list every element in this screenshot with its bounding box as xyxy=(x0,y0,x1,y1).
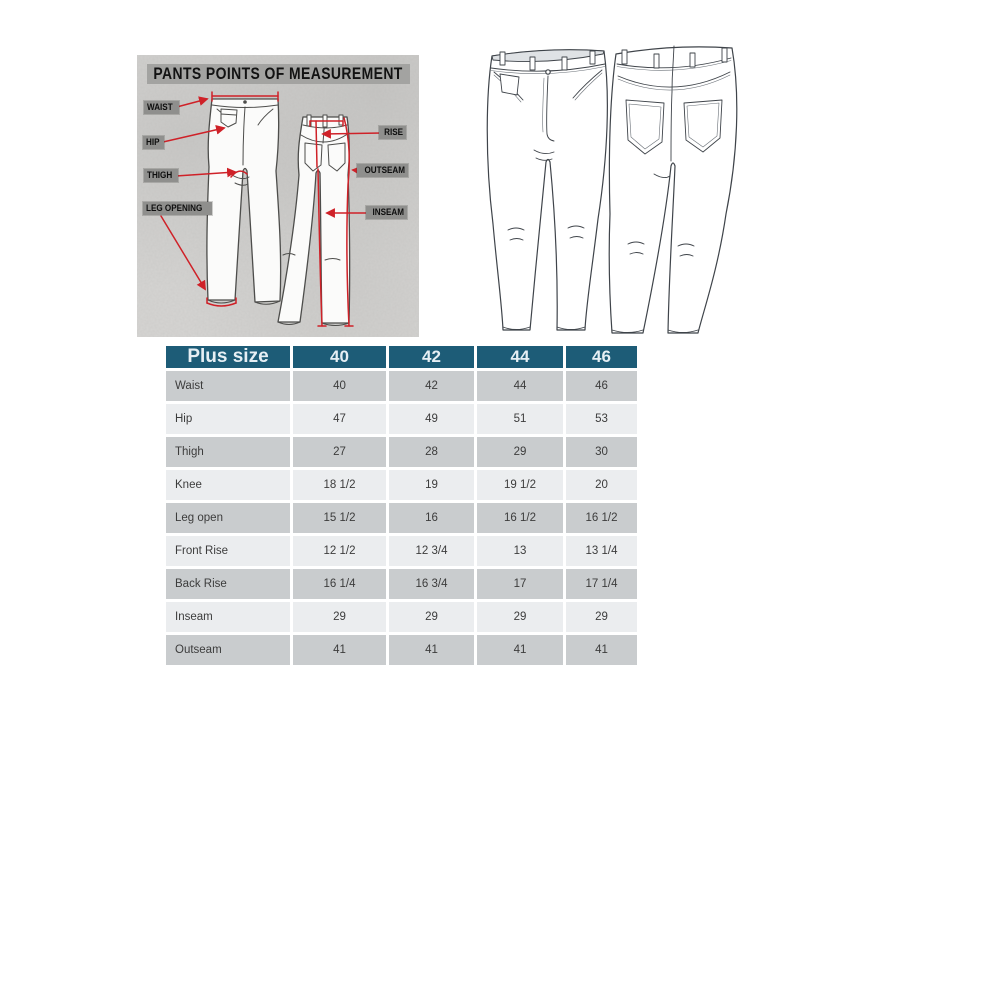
value-cell: 19 1/2 xyxy=(476,469,565,502)
value-cell: 16 1/4 xyxy=(292,568,388,601)
value-cell: 30 xyxy=(565,436,639,469)
value-cell: 15 1/2 xyxy=(292,502,388,535)
table-row-hip xyxy=(165,403,639,436)
size-col-header-42: 42 xyxy=(388,345,476,370)
value-cell: 51 xyxy=(476,403,565,436)
thigh-label-chip: THIGH xyxy=(144,169,178,182)
row-label: Thigh xyxy=(165,436,292,469)
value-cell: 29 xyxy=(476,436,565,469)
table-row-leg-open xyxy=(165,502,639,535)
value-cell: 40 xyxy=(292,370,388,403)
table-corner-header: Plus size xyxy=(165,345,292,370)
jeans-front-technical-flat xyxy=(487,50,607,330)
waist-label-chip: WAIST xyxy=(144,101,179,114)
size-col-header-40: 40 xyxy=(292,345,388,370)
value-cell: 29 xyxy=(476,601,565,634)
row-label: Leg open xyxy=(165,502,292,535)
leg-opening-label-chip: LEG OPENING xyxy=(143,202,212,215)
diagram-art xyxy=(137,55,419,337)
value-cell: 41 xyxy=(476,634,565,667)
value-cell: 17 xyxy=(476,568,565,601)
table-row-front-rise xyxy=(165,535,639,568)
measurement-diagram xyxy=(137,55,419,337)
value-cell: 13 1/4 xyxy=(565,535,639,568)
value-cell: 17 1/4 xyxy=(565,568,639,601)
value-cell: 18 1/2 xyxy=(292,469,388,502)
table-row-back-rise xyxy=(165,568,639,601)
value-cell: 29 xyxy=(388,601,476,634)
size-col-header-44: 44 xyxy=(476,345,565,370)
value-cell: 16 1/2 xyxy=(476,502,565,535)
table-row-waist xyxy=(165,370,639,403)
row-label: Waist xyxy=(165,370,292,403)
value-cell: 42 xyxy=(388,370,476,403)
jeans-back-technical-flat xyxy=(609,46,737,333)
row-label: Front Rise xyxy=(165,535,292,568)
size-chart-table xyxy=(163,343,640,668)
row-label: Knee xyxy=(165,469,292,502)
table-row-outseam xyxy=(165,634,639,667)
value-cell: 46 xyxy=(565,370,639,403)
value-cell: 29 xyxy=(292,601,388,634)
pants-back-sketch xyxy=(278,115,350,326)
value-cell: 12 3/4 xyxy=(388,535,476,568)
row-label: Back Rise xyxy=(165,568,292,601)
value-cell: 12 1/2 xyxy=(292,535,388,568)
rise-label-chip: RISE xyxy=(379,126,406,139)
value-cell: 41 xyxy=(292,634,388,667)
value-cell: 49 xyxy=(388,403,476,436)
value-cell: 53 xyxy=(565,403,639,436)
value-cell: 19 xyxy=(388,469,476,502)
inseam-label-chip: INSEAM xyxy=(366,206,407,219)
diagram-title-text: PANTS POINTS OF MEASUREMENT xyxy=(153,64,404,83)
value-cell: 41 xyxy=(388,634,476,667)
row-label: Outseam xyxy=(165,634,292,667)
value-cell: 28 xyxy=(388,436,476,469)
value-cell: 16 3/4 xyxy=(388,568,476,601)
value-cell: 41 xyxy=(565,634,639,667)
value-cell: 16 1/2 xyxy=(565,502,639,535)
value-cell: 44 xyxy=(476,370,565,403)
size-col-header-46: 46 xyxy=(565,345,639,370)
value-cell: 20 xyxy=(565,469,639,502)
row-label: Hip xyxy=(165,403,292,436)
table-row-inseam xyxy=(165,601,639,634)
value-cell: 13 xyxy=(476,535,565,568)
table-header-row xyxy=(165,345,639,370)
value-cell: 47 xyxy=(292,403,388,436)
diagram-title xyxy=(147,64,410,84)
hip-label-chip: HIP xyxy=(143,136,164,149)
outseam-label-chip: OUTSEAM xyxy=(357,164,408,177)
value-cell: 27 xyxy=(292,436,388,469)
jeans-flats xyxy=(478,34,742,340)
table-row-thigh xyxy=(165,436,639,469)
row-label: Inseam xyxy=(165,601,292,634)
value-cell: 29 xyxy=(565,601,639,634)
table-row-knee xyxy=(165,469,639,502)
value-cell: 16 xyxy=(388,502,476,535)
